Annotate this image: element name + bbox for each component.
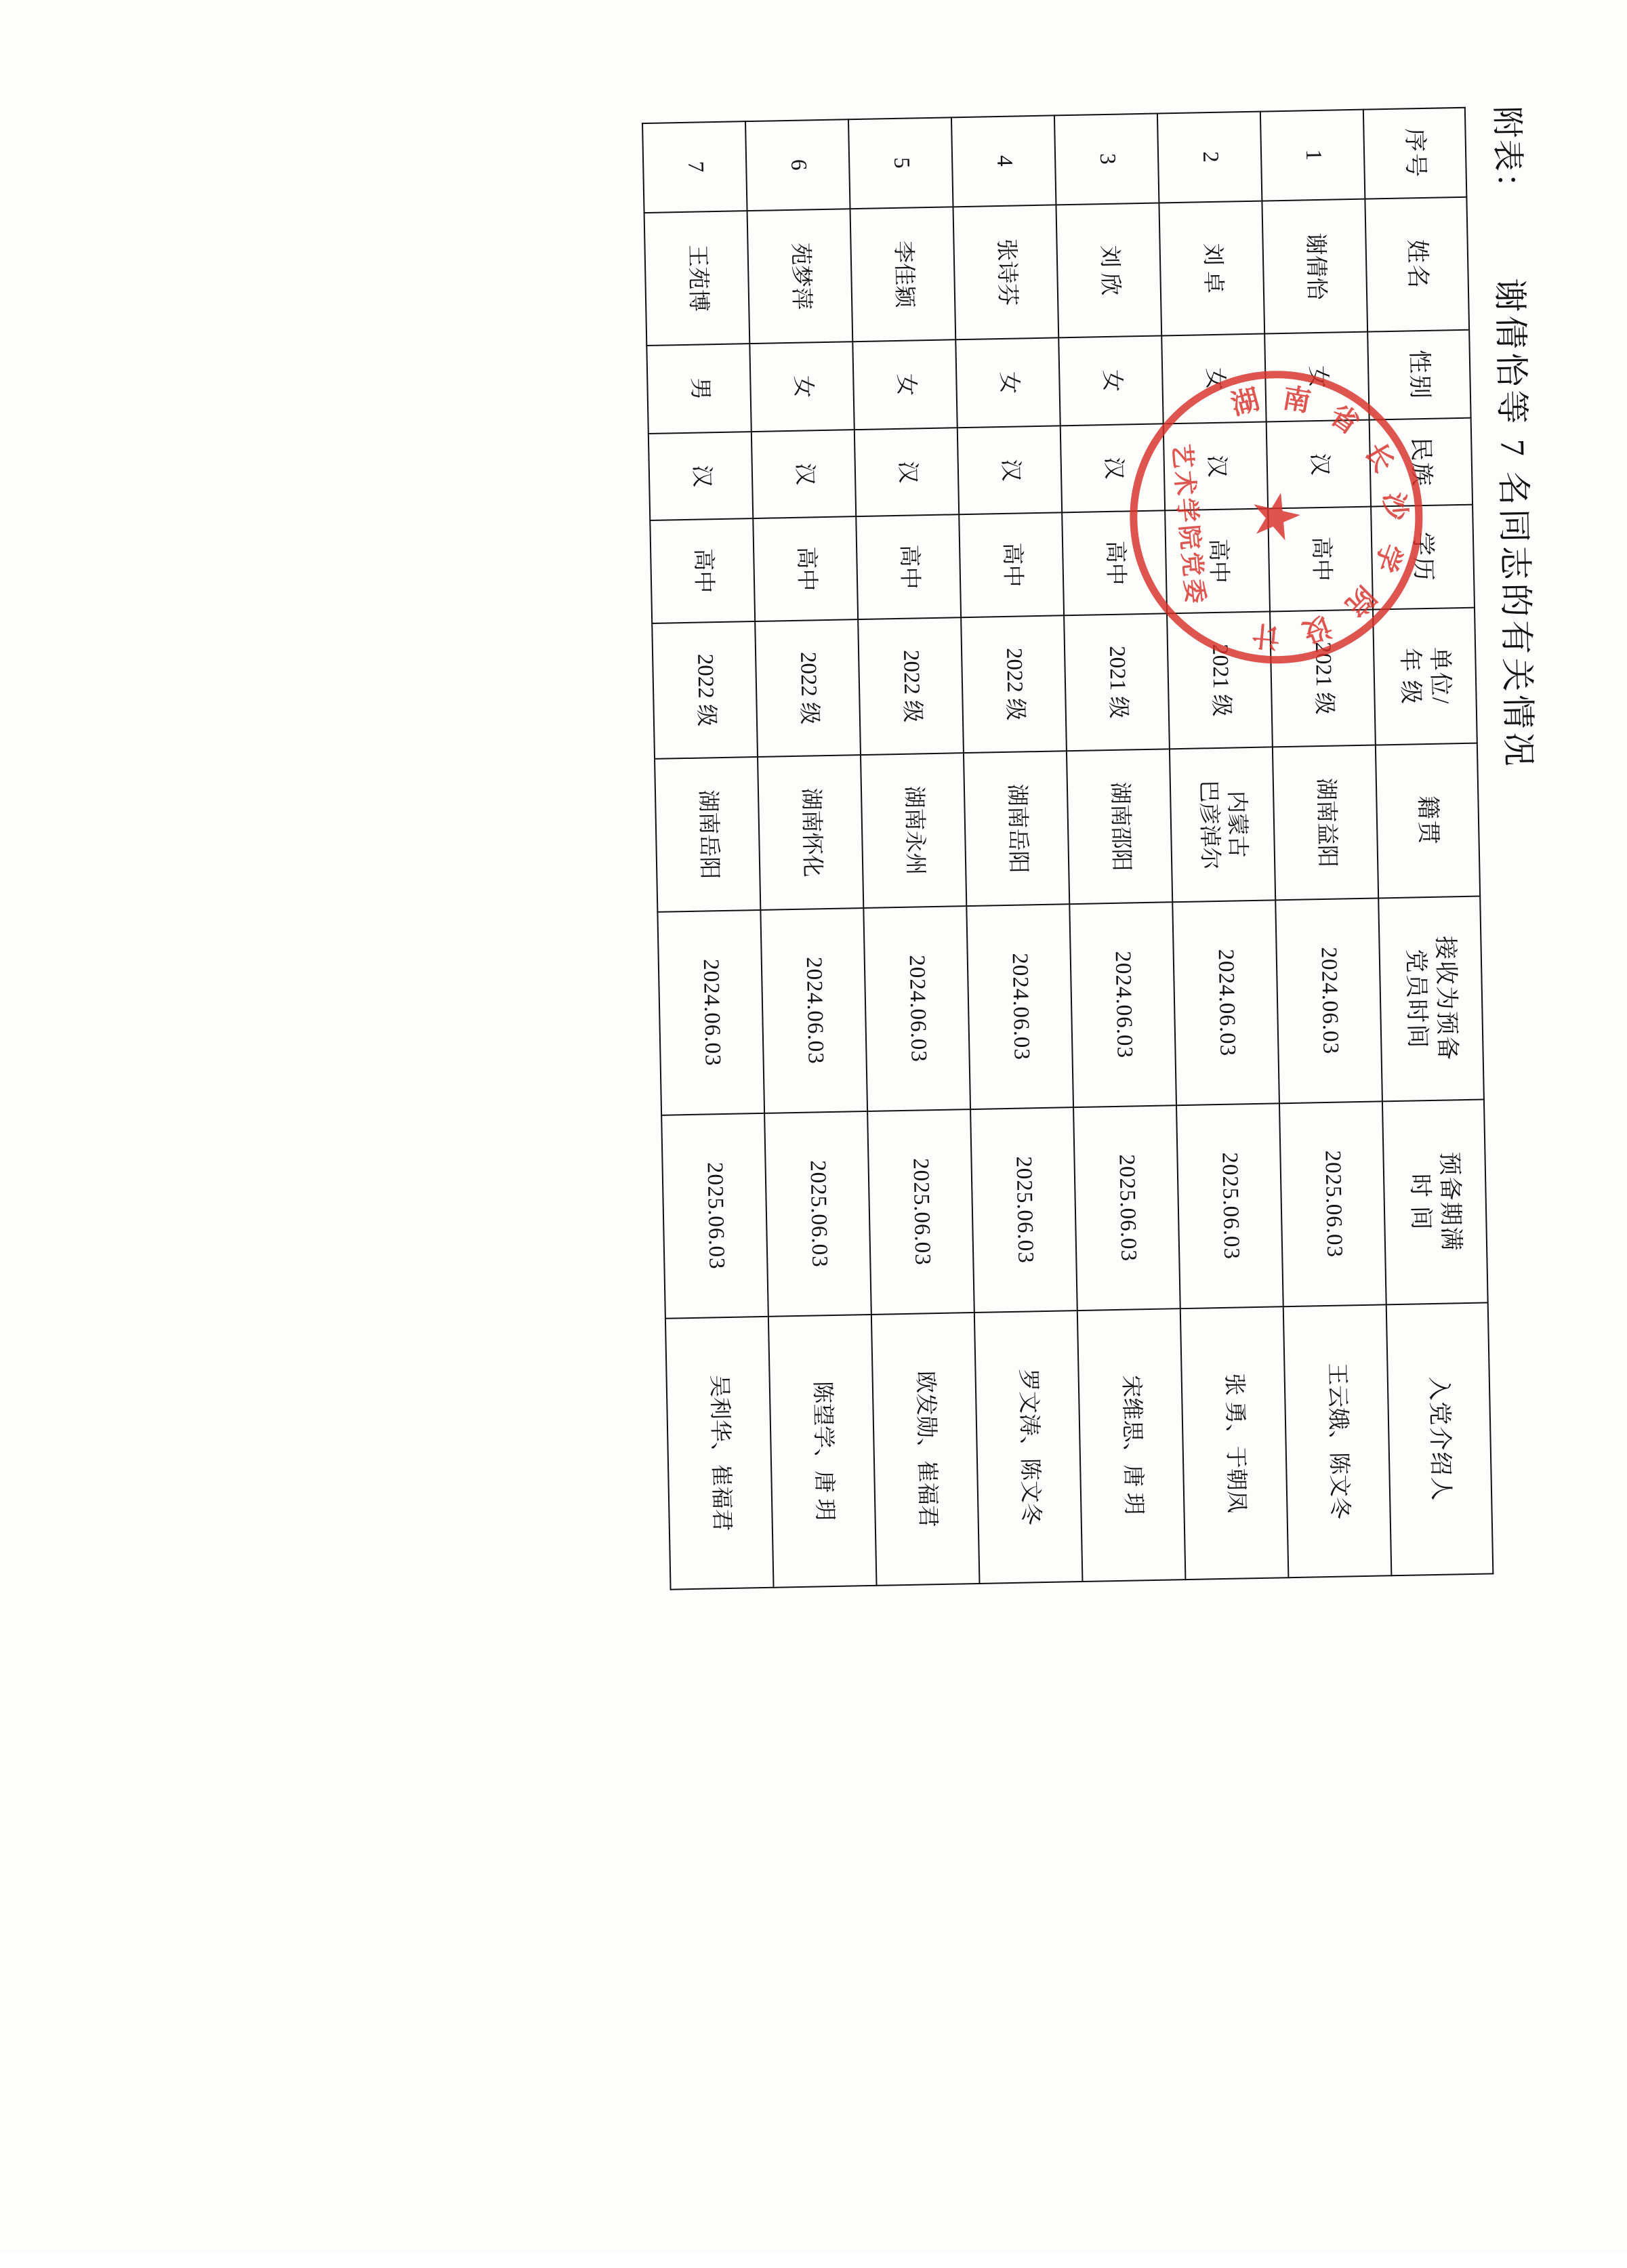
- cell-seq: 7: [642, 121, 747, 213]
- header-probation-line1: 预备期满: [1435, 1151, 1464, 1252]
- cell-probation-date: 2025.06.03: [1176, 1103, 1283, 1308]
- cell-unit: 2022 级: [961, 615, 1067, 753]
- cell-unit: 2021 级: [1270, 610, 1376, 747]
- cell-nation: 汉: [854, 428, 958, 516]
- cell-seq: 1: [1260, 110, 1365, 201]
- cell-unit: 2021 级: [1064, 613, 1170, 751]
- cell-introducer: 陈望学、唐 玥: [768, 1315, 876, 1588]
- cell-nation: 汉: [648, 432, 752, 520]
- cell-sex: 女: [955, 337, 1060, 428]
- header-accept-date: [1378, 896, 1484, 1102]
- cell-nation: 汉: [751, 430, 855, 518]
- header-education: 学历: [1371, 505, 1475, 610]
- cell-nation: 汉: [957, 426, 1061, 514]
- cell-unit: 2022 级: [858, 617, 964, 755]
- cell-introducer: 罗文涛、陈文冬: [974, 1311, 1082, 1584]
- cell-education: 高中: [1062, 510, 1167, 615]
- cell-probation-date: 2025.06.03: [970, 1107, 1077, 1313]
- attachment-label: 附表：: [1488, 106, 1526, 207]
- header-unit: [1373, 608, 1477, 745]
- header-accept-line2: 党员时间: [1402, 949, 1430, 1050]
- cell-origin: 湖南怀化: [758, 755, 863, 910]
- cell-education: 高中: [856, 514, 961, 619]
- cell-origin-line2: 巴彦淖尔: [1195, 779, 1222, 870]
- cell-introducer: 张 勇、于朝凤: [1180, 1306, 1288, 1580]
- page-title: 谢倩怡等 7 名同志的有关情况: [1490, 278, 1538, 770]
- header-seq: 序号: [1363, 108, 1466, 199]
- cell-unit: 2022 级: [755, 619, 861, 757]
- cell-origin: [1169, 747, 1275, 902]
- cell-accept-date: 2024.06.03: [760, 908, 867, 1113]
- cell-sex: 女: [1264, 332, 1369, 422]
- cell-introducer: 宋维思、唐 玥: [1077, 1308, 1185, 1582]
- cell-accept-date: 2024.06.03: [966, 904, 1073, 1109]
- cell-sex: 女: [852, 339, 957, 430]
- header-name: 姓名: [1365, 197, 1469, 332]
- cell-origin: 湖南永州: [860, 753, 966, 908]
- cell-nation: 汉: [1060, 424, 1164, 512]
- cell-introducer: 欧发勋、崔福君: [871, 1313, 979, 1586]
- cell-sex: 女: [749, 342, 854, 432]
- header-nation: 民族: [1369, 418, 1472, 507]
- cell-accept-date: 2024.06.03: [657, 910, 764, 1115]
- cell-sex: 男: [646, 344, 751, 434]
- cell-introducer: 王云娥、陈文冬: [1283, 1304, 1391, 1578]
- cell-probation-date: 2025.06.03: [1073, 1105, 1180, 1311]
- cell-seq: 3: [1054, 113, 1159, 205]
- cell-name: 刘 欣: [1056, 203, 1161, 337]
- cell-seq: 6: [745, 119, 850, 211]
- cell-name: 苑梦萍: [747, 209, 852, 344]
- cell-seq: 5: [848, 117, 953, 209]
- cell-education: 高中: [753, 516, 858, 621]
- cell-nation: 汉: [1266, 420, 1370, 509]
- header-sex: 性别: [1367, 330, 1470, 420]
- header-probation-line2: 时 间: [1406, 1173, 1435, 1232]
- cell-origin: 湖南益阳: [1272, 745, 1378, 900]
- cell-education: 高中: [650, 518, 755, 623]
- cell-sex: 女: [1058, 335, 1163, 426]
- header-unit-line1: 单位/: [1426, 646, 1454, 705]
- header-unit-line2: 年 级: [1396, 647, 1424, 706]
- cell-name: 李佳颖: [850, 207, 955, 342]
- cell-origin: 湖南岳阳: [655, 757, 760, 912]
- cell-origin: 湖南邵阳: [1066, 749, 1172, 904]
- cell-name: 谢倩怡: [1262, 199, 1367, 334]
- cell-origin: 湖南岳阳: [963, 751, 1069, 906]
- cell-name: 刘 卓: [1159, 201, 1264, 336]
- header-probation-date: [1382, 1100, 1487, 1305]
- cell-seq: 2: [1157, 112, 1262, 203]
- cell-accept-date: 2024.06.03: [1069, 902, 1176, 1107]
- cell-education: 高中: [1268, 507, 1373, 612]
- seal-bottom-text: 艺术学院党委: [1167, 442, 1209, 608]
- star-icon: ★: [1239, 486, 1313, 548]
- seal-arc-text: 湖 南 省 长 沙 学 院 设 计: [1227, 382, 1412, 653]
- cell-introducer: 吴利华、崔福君: [665, 1317, 773, 1590]
- member-info-table: [642, 107, 1494, 1590]
- cell-nation: 汉: [1163, 421, 1267, 510]
- cell-accept-date: 2024.06.03: [1275, 898, 1382, 1103]
- cell-unit: 2022 级: [652, 621, 758, 759]
- header-accept-line1: 接收为预备: [1431, 935, 1461, 1062]
- cell-accept-date: 2024.06.03: [863, 906, 970, 1111]
- cell-education: 高中: [959, 512, 1064, 617]
- cell-seq: 4: [951, 115, 1056, 207]
- cell-education: 高中: [1165, 508, 1270, 613]
- cell-probation-date: 2025.06.03: [867, 1109, 974, 1315]
- cell-probation-date: 2025.06.03: [1279, 1101, 1386, 1306]
- cell-probation-date: 2025.06.03: [764, 1111, 871, 1317]
- cell-name: 张诗芬: [953, 205, 1058, 339]
- cell-probation-date: 2025.06.03: [661, 1113, 768, 1319]
- cell-name: 王苑博: [644, 211, 749, 346]
- header-origin: 籍贯: [1375, 743, 1479, 899]
- cell-accept-date: 2024.06.03: [1172, 900, 1279, 1105]
- cell-sex: 女: [1161, 334, 1266, 424]
- cell-origin-line1: 内蒙古: [1223, 790, 1250, 859]
- header-introducer: 入党介绍人: [1386, 1302, 1493, 1575]
- cell-unit: 2021 级: [1167, 611, 1273, 749]
